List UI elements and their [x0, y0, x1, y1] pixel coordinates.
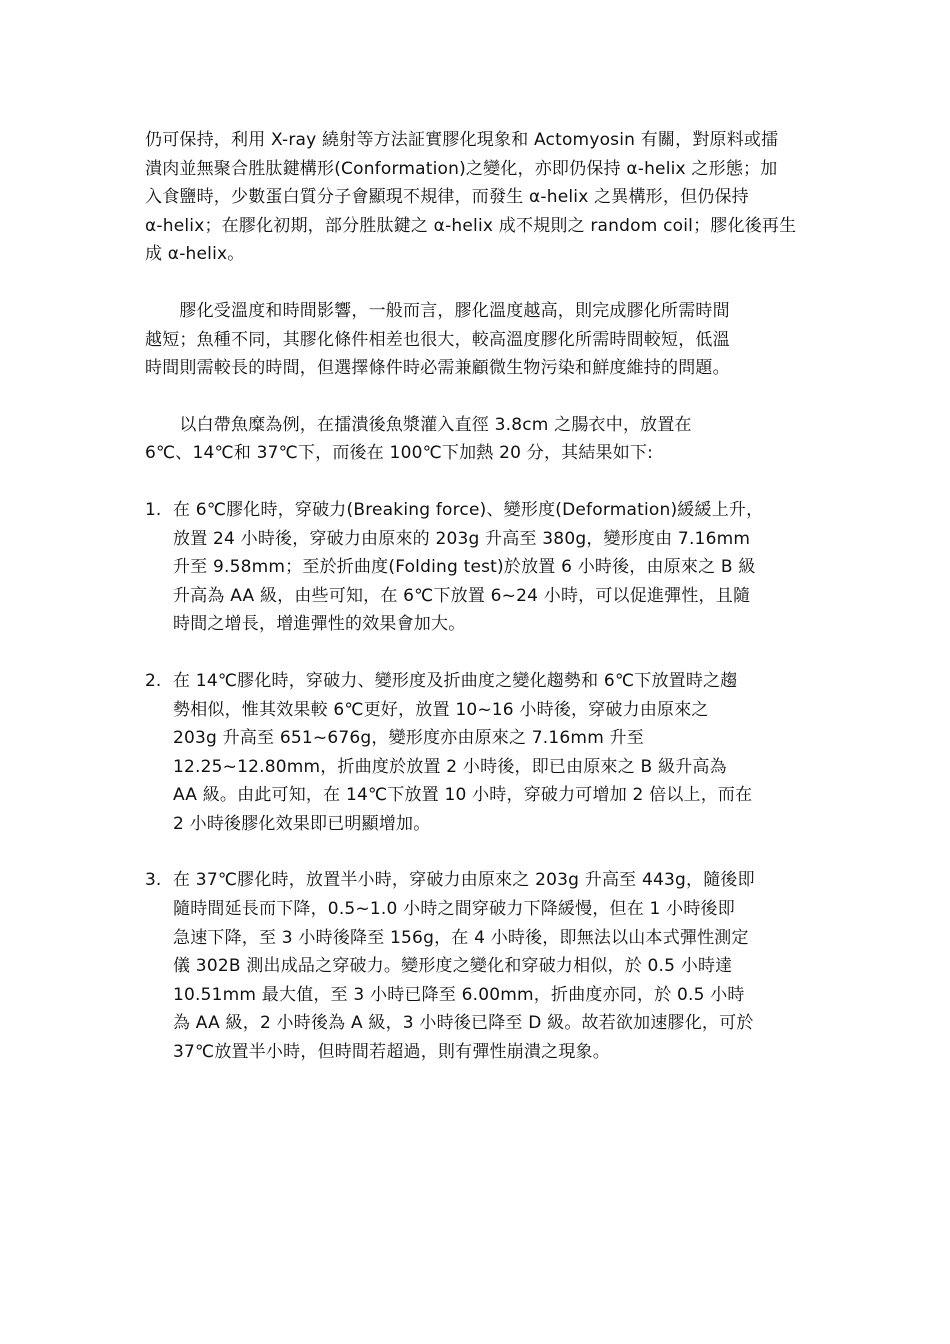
list-item-number: 3. — [145, 870, 162, 891]
list-item-number: 1. — [145, 499, 162, 520]
list-item-number: 2. — [145, 670, 162, 691]
results-list — [145, 496, 835, 1067]
list-item — [145, 496, 835, 639]
list-item-text: 在 14℃膠化時，穿破力、變形度及折曲度之變化趨勢和 6℃下放置時之趨 勢相似，惟其效果較 6℃更好，放置 10~16 小時後，穿破力由原來之 203g 升高至 651~676g，變形度亦由原來之 7.16mm 升至 12.25~12.80mm，折曲度於放置 2 小時後，即已由原來之 B 級升高為 AA 級。由此可知，在 14℃下放置 10 小時，穿破力可增加 2 倍以上，而在 2 小時後膠化效果即已明顯增加。 — [173, 670, 753, 834]
list-item — [145, 866, 835, 1066]
paragraph-temperature-time: 膠化受溫度和時間影響，一般而言，膠化溫度越高，則完成膠化所需時間 越短；魚種不同，其膠化條件相差也很大，較高溫度膠化所需時間較短，低溫 時間則需較長的時間，但選擇條件時必需兼顧微生物污染和鮮度維持的問題。 — [145, 300, 730, 379]
document-page — [145, 126, 835, 1095]
list-item-text: 在 6℃膠化時，穿破力(Breaking force)、變形度(Deformation)緩緩上升， 放置 24 小時後，穿破力由原來的 203g 升高至 380g，變形度由 7.16mm 升至 9.58mm；至於折曲度(Folding test)於放置 6 小時後，由原來之 B 級 升高為 AA 級，由些可知，在 6℃下放置 6~24 小時，可以促進彈性，且隨 時間之增長，增進彈性的效果會加大。 — [173, 499, 764, 635]
paragraph-gelation-structure: 仍可保持，利用 X-ray 繞射等方法証實膠化現象和 Actomyosin 有關，對原料或擂 潰肉並無聚合胜肽鍵構形(Conformation)之變化，亦即仍保持 α-helix 之形態；加 入食鹽時，少數蛋白質分子會顯現不規律，而發生 α-helix 之異構形，但仍保持 α-helix；在膠化初期，部分胜肽鍵之 α-helix 成不規則之 random coil；膠化後再生 成 α-helix。 — [145, 130, 797, 265]
list-item — [145, 667, 835, 839]
list-item-text: 在 37℃膠化時，放置半小時，穿破力由原來之 203g 升高至 443g，隨後即 隨時間延長而下降，0.5~1.0 小時之間穿破力下降緩慢，但在 1 小時後即 急速下降，至 3 小時後降至 156g，在 4 小時後，即無法以山本式彈性測定 儀 302B 測出成品之穿破力。變形度之變化和穿破力相似，於 0.5 小時達 10.51mm 最大值，至 3 小時已降至 6.00mm，折曲度亦同，於 0.5 小時 為 AA 級，2 小時後為 A 級，3 小時後已降至 D 級。故若欲加速膠化，可於 37℃放置半小時，但時間若超過，則有彈性崩潰之現象。 — [173, 870, 755, 1063]
paragraph-example-intro: 以白帶魚糜為例，在擂潰後魚漿灌入直徑 3.8cm 之腸衣中，放置在 6℃、14℃和 37℃下，而後在 100℃下加熱 20 分，其結果如下: — [145, 414, 692, 464]
